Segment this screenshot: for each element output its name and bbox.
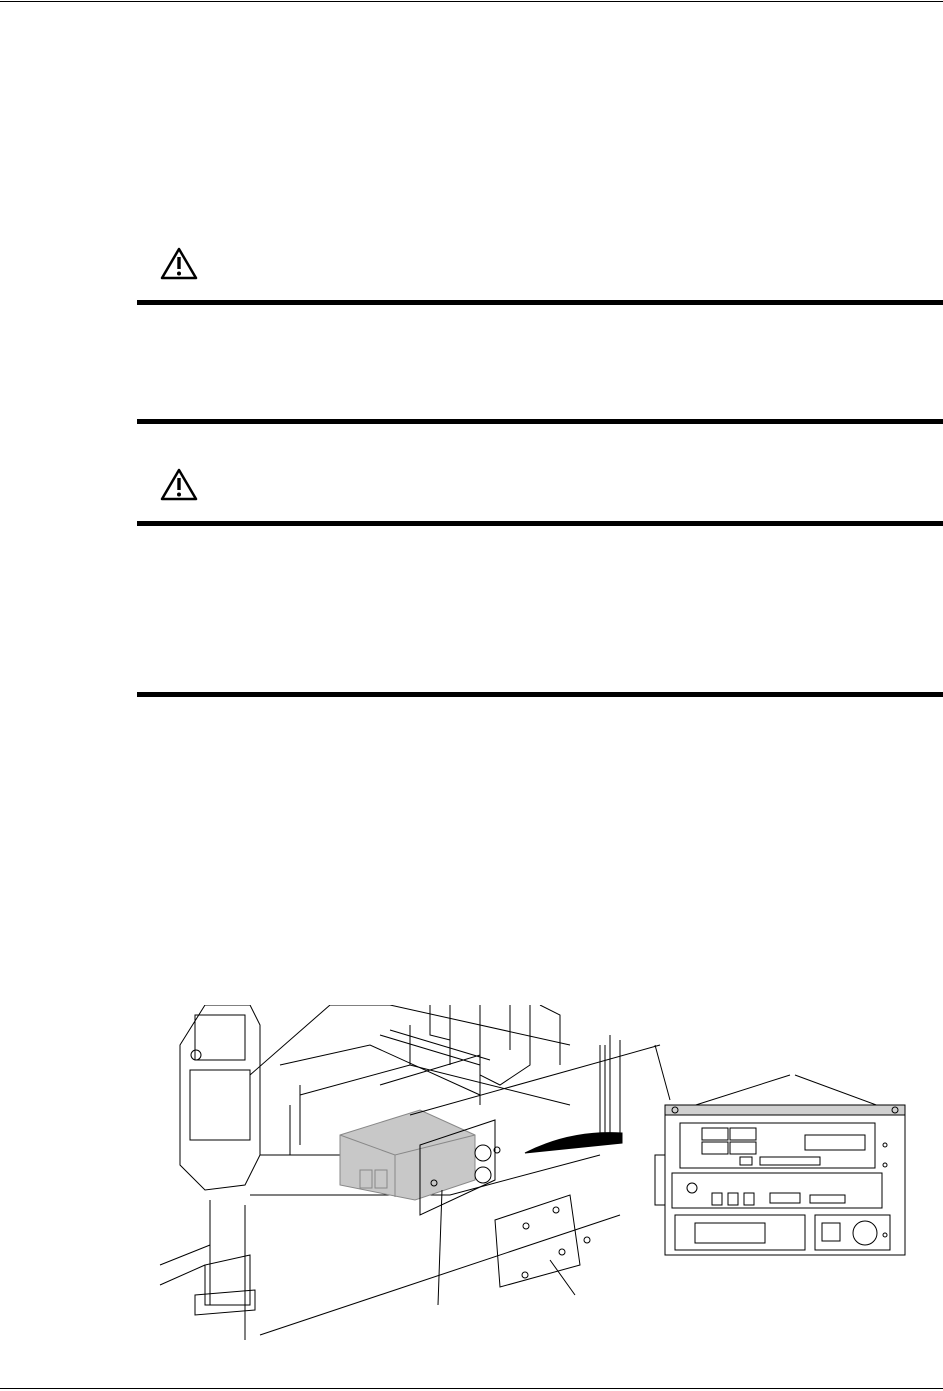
technical-figure bbox=[150, 1005, 930, 1345]
board-panel-illustration bbox=[655, 1045, 905, 1255]
warning-icon bbox=[160, 468, 198, 502]
warning-icon bbox=[160, 247, 198, 281]
bottom-border bbox=[0, 1388, 943, 1389]
machine-illustration bbox=[160, 1005, 660, 1340]
warning-rule-top bbox=[137, 521, 943, 526]
warning-rule-bottom bbox=[137, 419, 943, 424]
top-border bbox=[0, 1, 943, 2]
warning-rule-top bbox=[137, 300, 943, 305]
warning-rule-bottom bbox=[137, 692, 943, 697]
